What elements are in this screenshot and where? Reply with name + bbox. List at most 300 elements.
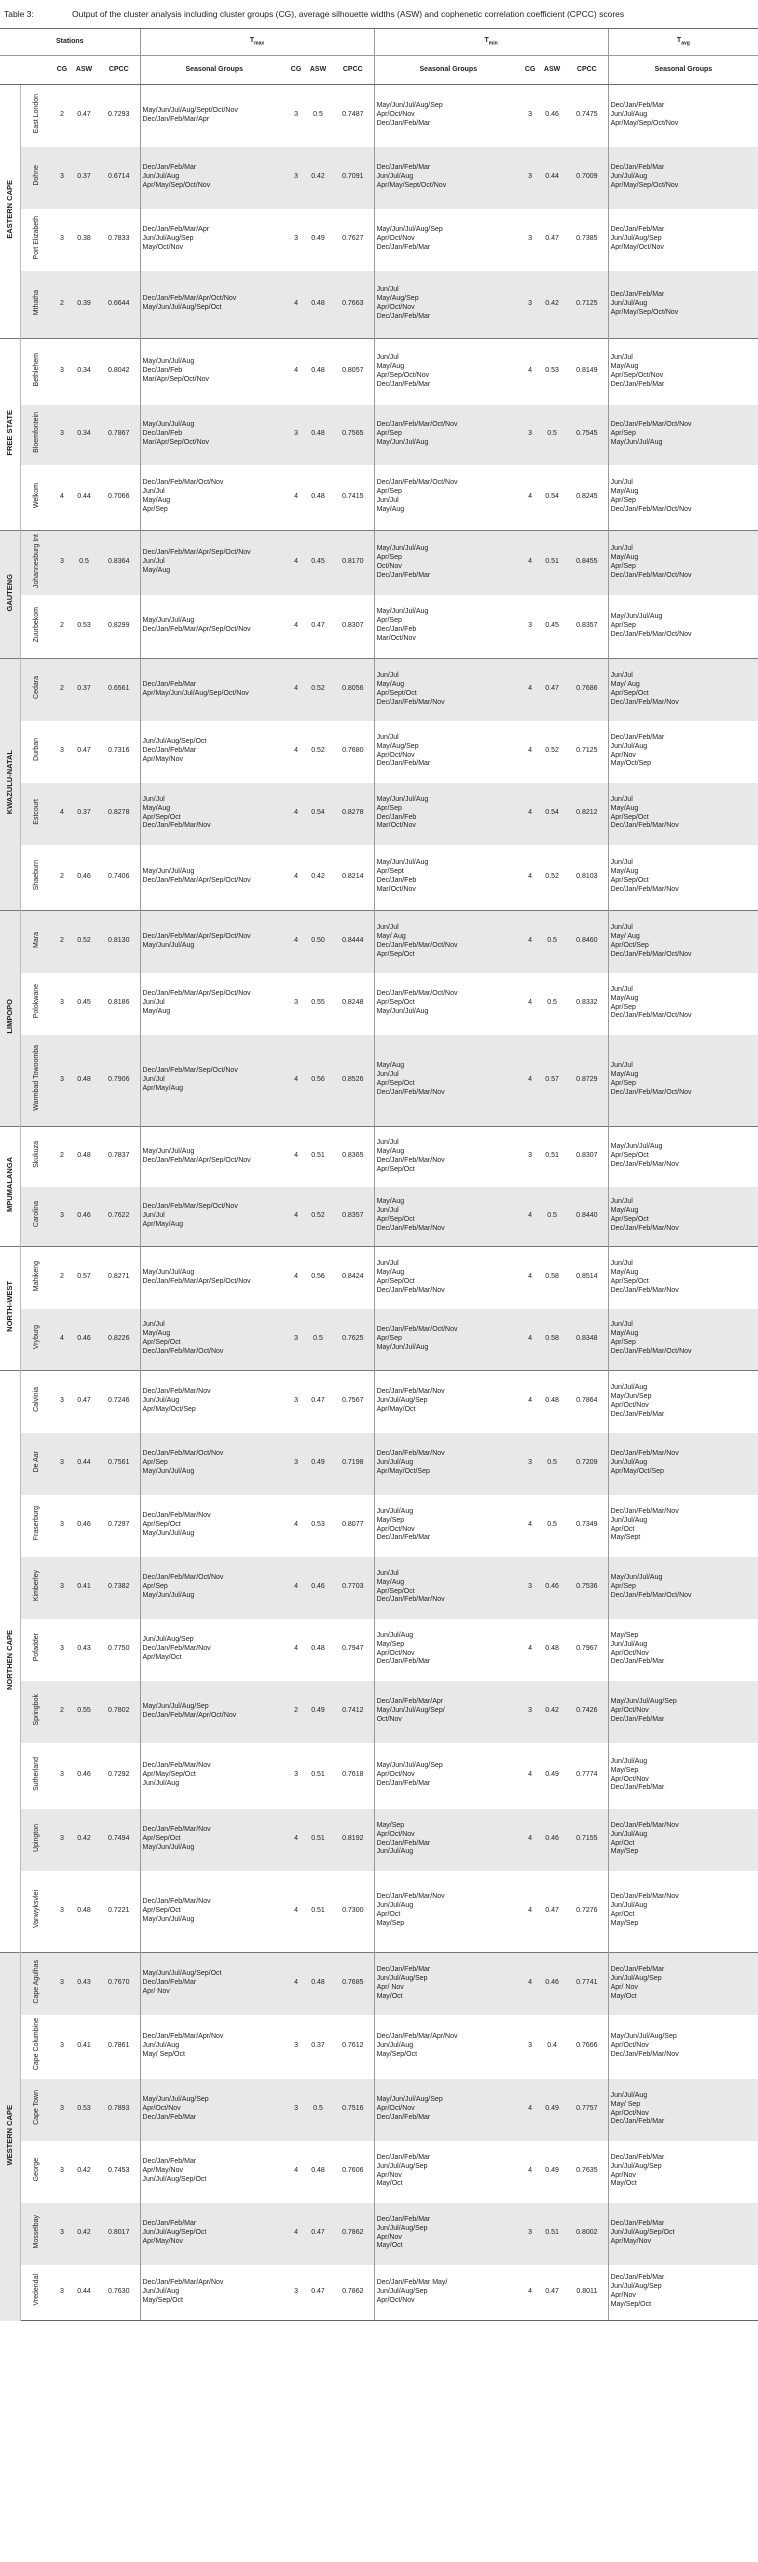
tmax-cg: 3 bbox=[60, 2042, 64, 2050]
station-name: Vanwyksvlei bbox=[32, 1890, 40, 1929]
tmin-seasonal-groups bbox=[374, 1247, 522, 1309]
tmax-cg: 2 bbox=[60, 872, 64, 880]
season-group: Apr/Sep bbox=[376, 617, 402, 625]
station-name: Bethlehem bbox=[20, 339, 54, 405]
tmax-cpcc: 0.7906 bbox=[98, 1035, 140, 1127]
tavg-cpcc: 0.7741 bbox=[566, 1953, 608, 2015]
tavg-asw: 0.47 bbox=[545, 1906, 559, 1914]
tmax-seasonal-groups bbox=[140, 1035, 288, 1127]
tmax-cpcc: 0.7861 bbox=[108, 2042, 130, 2050]
season-group: May/Jun/Jul/Aug bbox=[142, 1268, 195, 1276]
season-group: Dec/Jan/Feb/Mar/Apr/Nov bbox=[142, 2278, 224, 2286]
tmax-cg: 3 bbox=[54, 405, 70, 465]
tmin-asw: 0.47 bbox=[304, 1371, 332, 1433]
season-group: Jun/Jul/Aug bbox=[610, 1830, 648, 1838]
tmin-seasonal-groups bbox=[374, 1127, 522, 1187]
season-group: Jun/Jul bbox=[376, 671, 399, 679]
season-group: Jun/Jul/Aug/Sep bbox=[376, 2287, 428, 2295]
tmin-seasonal-groups bbox=[374, 783, 522, 845]
tmax-cpcc: 0.7453 bbox=[108, 2167, 130, 2175]
tavg-cg: 4 bbox=[522, 1035, 538, 1127]
tmax-cg: 3 bbox=[54, 1433, 70, 1495]
season-group: May/Jun/Jul/Aug bbox=[376, 1007, 429, 1015]
season-group: May/Jun/Jul/Aug/Sep/Oct bbox=[142, 1970, 222, 1978]
season-group: Dec/Jan/Feb/Mar/Nov bbox=[142, 1388, 211, 1396]
season-group: Dec/Jan/Feb/Mar/Nov bbox=[376, 1450, 445, 1458]
tmax-seasonal-groups bbox=[140, 2265, 288, 2321]
tavg-cpcc: 0.7276 bbox=[576, 1906, 598, 1914]
season-group: Jun/Jul/Aug/Sep bbox=[610, 2162, 662, 2170]
tmax-cpcc: 0.7833 bbox=[108, 235, 130, 243]
season-group: Dec/Jan/Feb/Mar bbox=[376, 2113, 431, 2121]
tmin-asw: 0.5 bbox=[304, 2079, 332, 2141]
season-group: Apr/Sep/Oct/Nov bbox=[610, 371, 664, 379]
tmax-asw: 0.44 bbox=[70, 1433, 98, 1495]
tmax-seasonal-groups bbox=[140, 1953, 288, 2015]
tmin-asw: 0.51 bbox=[304, 1127, 332, 1187]
season-group: Apr/Sep/Oct bbox=[142, 1906, 181, 1914]
tmin-asw: 0.42 bbox=[304, 147, 332, 209]
tmax-seasonal-groups bbox=[140, 1681, 288, 1743]
tmax-cg: 3 bbox=[54, 2079, 70, 2141]
tmax-asw: 0.37 bbox=[70, 147, 98, 209]
tavg-cg: 3 bbox=[522, 2203, 538, 2265]
tmin-cpcc: 0.7703 bbox=[332, 1557, 374, 1619]
season-group: Jun/Jul/Aug bbox=[142, 2042, 180, 2050]
tavg-seasonal-groups bbox=[608, 721, 758, 783]
tmin-cpcc: 0.8214 bbox=[342, 872, 364, 880]
season-group: May/Sep bbox=[376, 1516, 405, 1524]
season-group: Dec/Jan/Feb/Mar/Oct/Nov bbox=[376, 941, 458, 949]
tmin-seasonal-groups bbox=[374, 339, 522, 405]
season-group: Jun/Jul/Aug bbox=[142, 1779, 180, 1787]
tmax-cpcc: 0.7066 bbox=[108, 492, 130, 500]
tmax-asw: 0.48 bbox=[70, 1035, 98, 1127]
season-group: Jun/Jul/Aug/Sep bbox=[376, 1397, 428, 1405]
season-group: Apr/May/Nov bbox=[142, 2167, 183, 2175]
tavg-cg: 4 bbox=[528, 492, 533, 500]
tmin-cpcc: 0.7625 bbox=[332, 1309, 374, 1371]
tmin-asw: 0.5 bbox=[304, 1309, 332, 1371]
season-group: Dec/Jan/Feb/Mar bbox=[376, 164, 431, 172]
tmax-asw: 0.55 bbox=[70, 1681, 98, 1743]
tavg-asw: 0.49 bbox=[538, 2079, 566, 2141]
tmax-cg: 2 bbox=[54, 1127, 70, 1187]
tmin-cpcc: 0.7680 bbox=[342, 747, 364, 755]
season-group: Apr/May/Nov bbox=[142, 755, 183, 763]
season-group: May/Jun/Jul/Aug/Sep/Oct bbox=[142, 304, 222, 312]
season-group: Dec/Jan/Feb bbox=[376, 877, 417, 885]
tmax-cg: 3 bbox=[60, 2167, 64, 2175]
season-group: May/ Aug bbox=[376, 932, 406, 940]
season-group: Apr/May/Sep/Oct/Nov bbox=[142, 181, 211, 189]
season-group: May/Oct bbox=[376, 2242, 403, 2250]
tmin-cpcc: 0.7627 bbox=[342, 235, 364, 243]
season-group: Apr/Sep/Oct bbox=[376, 999, 415, 1007]
table-row bbox=[0, 1127, 758, 1187]
season-group: Dec/Jan/Feb/Mar/Nov bbox=[610, 1450, 679, 1458]
tavg-cpcc: 0.7475 bbox=[576, 111, 598, 119]
season-group: Apr/Oct bbox=[610, 1839, 635, 1847]
season-group: May/Jun/Jul/Aug bbox=[610, 1574, 663, 1582]
tmax-cpcc: 0.7750 bbox=[108, 1645, 130, 1653]
tmax-asw: 0.41 bbox=[70, 1557, 98, 1619]
season-group: Apr/Nov bbox=[376, 2233, 402, 2241]
season-group: Apr/Sep/Oct bbox=[376, 1165, 415, 1173]
tmin-asw: 0.37 bbox=[311, 2042, 325, 2050]
season-group: Apr/Sep/Oct bbox=[376, 1216, 415, 1224]
season-group: Apr/Oct/Nov bbox=[376, 751, 415, 759]
tmin-cg: 3 bbox=[288, 405, 304, 465]
tmin-seasonal-groups bbox=[374, 1871, 522, 1953]
table-row bbox=[0, 1743, 758, 1809]
tmin-cg: 3 bbox=[294, 235, 298, 243]
season-group: May/Jun/Jul/Aug/Sep bbox=[376, 2096, 443, 2104]
tmin-asw: 0.48 bbox=[304, 271, 332, 339]
tmin-seasonal-groups bbox=[374, 721, 522, 783]
tmax-asw: 0.46 bbox=[70, 1187, 98, 1247]
tmin-asw: 0.53 bbox=[311, 1521, 325, 1529]
season-group: Dec/Jan/Feb/Mar/Apr/Sep/Oct/Nov bbox=[142, 1277, 251, 1285]
tavg-asw: 0.46 bbox=[545, 111, 559, 119]
tmin-cg: 4 bbox=[294, 1906, 298, 1914]
cg-header: CG bbox=[54, 56, 70, 85]
tmin-seasonal-groups bbox=[374, 531, 522, 595]
tmin-cpcc: 0.8057 bbox=[332, 339, 374, 405]
province-label: WESTERN CAPE bbox=[0, 1953, 20, 2321]
season-group: Dec/Jan/Feb/Mar bbox=[376, 571, 431, 579]
season-group: Dec/Jan/Feb/Mar bbox=[142, 2113, 197, 2121]
tavg-asw: 0.57 bbox=[538, 1035, 566, 1127]
tmax-cpcc: 0.7837 bbox=[98, 1127, 140, 1187]
tavg-seasonal-groups bbox=[608, 783, 758, 845]
station-name: Shaeburn bbox=[32, 860, 40, 891]
tmin-asw: 0.46 bbox=[304, 1557, 332, 1619]
season-group: Apr/Sep/Oct bbox=[610, 689, 649, 697]
season-group: Dec/Jan/Feb/Mar/Apr/Nov bbox=[376, 2033, 458, 2041]
tmin-seasonal-groups bbox=[374, 911, 522, 973]
tavg-cg: 4 bbox=[528, 1645, 533, 1653]
station-name: Johannesburg Int bbox=[20, 531, 54, 595]
season-group: May/Oct bbox=[610, 1992, 637, 2000]
season-group: Apr/May/Oct/Nov bbox=[610, 243, 664, 251]
tmin-cpcc: 0.7612 bbox=[342, 2042, 364, 2050]
season-group: Apr/Sep bbox=[610, 1003, 636, 1011]
season-group: Dec/Jan/Feb/Mar bbox=[610, 1715, 665, 1723]
season-group: Dec/Jan/Feb/Mar/Apr/Sep/Oct/Nov bbox=[142, 549, 251, 557]
table-row bbox=[0, 1309, 758, 1371]
tavg-cg: 3 bbox=[528, 111, 533, 119]
season-group: May/Aug/Sep bbox=[376, 742, 419, 750]
table-row bbox=[0, 531, 758, 595]
tmax-cpcc: 0.7221 bbox=[108, 1906, 130, 1914]
season-group: Dec/Jan/Feb/Mar bbox=[610, 2274, 665, 2282]
season-group: Dec/Jan/Feb/Mar/Oct/Nov bbox=[142, 1574, 224, 1582]
season-group: May/Jun/Jul/Aug bbox=[142, 617, 195, 625]
season-group: May/Sep bbox=[610, 1631, 639, 1639]
season-group: Dec/Jan/Feb/Mar bbox=[376, 2215, 431, 2223]
tmax-seasonal-groups bbox=[140, 1743, 288, 1809]
tmax-asw: 0.44 bbox=[70, 2265, 98, 2321]
station-name: Skukuza bbox=[20, 1127, 54, 1187]
tmin-seasonal-groups bbox=[374, 845, 522, 911]
tmax-seasonal-groups bbox=[140, 1309, 288, 1371]
season-group: May/Jun/Jul/Aug/Sept/Oct/Nov bbox=[142, 106, 238, 114]
tmax-seasonal-groups bbox=[140, 147, 288, 209]
season-group: Jun/Jul bbox=[376, 1207, 399, 1215]
season-group: May/Jun/Jul/Aug bbox=[142, 1591, 195, 1599]
station-name: Mthatha bbox=[20, 271, 54, 339]
tmin-cpcc: 0.7412 bbox=[332, 1681, 374, 1743]
season-group: Dec/Jan/Feb/Mar/Nov bbox=[610, 698, 679, 706]
season-group: May/ Aug bbox=[610, 680, 640, 688]
season-group: Jun/Jul bbox=[610, 1259, 633, 1267]
season-group: Jun/Jul bbox=[376, 1259, 399, 1267]
tmax-seasonal-groups bbox=[140, 659, 288, 721]
season-group: May/Aug bbox=[142, 1330, 171, 1338]
season-group: Mar/Apr/Sep/Oct/Nov bbox=[142, 438, 210, 446]
season-group: Dec/Jan/Feb/Mar/Oct/Nov bbox=[142, 1450, 224, 1458]
tavg-seasonal-groups bbox=[608, 2265, 758, 2321]
season-group: Dec/Jan/Feb/Mar bbox=[610, 733, 665, 741]
tmax-cg: 4 bbox=[54, 783, 70, 845]
tmin-cg: 4 bbox=[288, 1809, 304, 1871]
season-group: Dec/Jan/Feb/Mar/Apr/Oct/Nov bbox=[142, 1711, 237, 1719]
season-group: Apr/Oct/Nov bbox=[376, 1649, 415, 1657]
season-group: Dec/Jan/Feb/Mar bbox=[142, 680, 197, 688]
season-group: Dec/Jan/Feb/Mar/Nov bbox=[376, 1225, 445, 1233]
tavg-asw: 0.42 bbox=[538, 271, 566, 339]
tavg-cpcc: 0.7774 bbox=[576, 1771, 598, 1779]
season-group: May/Jun/Jul/Aug bbox=[376, 608, 429, 616]
tavg-asw: 0.54 bbox=[538, 783, 566, 845]
tmin-cg: 4 bbox=[288, 531, 304, 595]
tmax-cg: 3 bbox=[54, 2203, 70, 2265]
tavg-cg: 3 bbox=[522, 1127, 538, 1187]
tmin-cg: 3 bbox=[294, 111, 298, 119]
tavg-cg: 4 bbox=[528, 1771, 533, 1779]
tavg-cg: 4 bbox=[522, 2079, 538, 2141]
season-group: Apr/Nov bbox=[610, 2292, 636, 2300]
seasonal-header: Seasonal Groups bbox=[140, 56, 288, 85]
season-group: Jun/Jul/Aug bbox=[610, 1383, 648, 1391]
season-group: Dec/Jan/Feb/Mar/Oct/Nov bbox=[610, 1348, 692, 1356]
season-group: Dec/Jan/Feb/Mar bbox=[142, 2220, 197, 2228]
season-group: Apr/Sep bbox=[610, 621, 636, 629]
tavg-cg: 4 bbox=[522, 339, 538, 405]
tavg-cpcc: 0.8307 bbox=[566, 1127, 608, 1187]
season-group: Dec/Jan/Feb/Mar bbox=[142, 1979, 197, 1987]
season-group: Dec/Jan/Feb/Mar/Nov bbox=[610, 1507, 679, 1515]
tmin-cpcc: 0.8170 bbox=[332, 531, 374, 595]
season-group: Jun/Jul/Aug/Sep bbox=[610, 2283, 662, 2291]
tmax-cg: 4 bbox=[54, 1309, 70, 1371]
tmin-seasonal-groups bbox=[374, 2079, 522, 2141]
table-row bbox=[0, 465, 758, 531]
season-group: Apr/Sep bbox=[610, 497, 636, 505]
tmin-cg: 4 bbox=[294, 1645, 298, 1653]
season-group: May/Sep bbox=[610, 1848, 639, 1856]
tavg-asw: 0.49 bbox=[545, 1771, 559, 1779]
tmin-seasonal-groups bbox=[374, 209, 522, 271]
table-row bbox=[0, 1871, 758, 1953]
tavg-seasonal-groups bbox=[608, 339, 758, 405]
seasonal-header: Seasonal Groups bbox=[608, 56, 758, 85]
tmin-cg: 3 bbox=[288, 1433, 304, 1495]
season-group: Apr/May/Oct bbox=[376, 1406, 416, 1414]
tmin-asw: 0.51 bbox=[304, 1809, 332, 1871]
tmin-asw: 0.48 bbox=[304, 405, 332, 465]
tavg-asw: 0.5 bbox=[538, 1187, 566, 1247]
tmin-seasonal-groups bbox=[374, 2203, 522, 2265]
tmax-seasonal-groups bbox=[140, 209, 288, 271]
tmax-asw: 0.48 bbox=[70, 1127, 98, 1187]
tavg-cpcc: 0.8348 bbox=[566, 1309, 608, 1371]
tmin-asw: 0.52 bbox=[304, 659, 332, 721]
season-group: May/Aug bbox=[376, 362, 405, 370]
tavg-cg: 3 bbox=[528, 2042, 533, 2050]
table-caption bbox=[0, 0, 758, 28]
season-group: Dec/Jan/Feb/Mar bbox=[376, 1534, 431, 1542]
tmax-cpcc: 0.8017 bbox=[98, 2203, 140, 2265]
season-group: Dec/Jan/Feb/Mar bbox=[142, 747, 197, 755]
season-group: Apr/May/Aug bbox=[142, 1084, 183, 1092]
season-group: Jun/Jul/Aug bbox=[610, 1459, 648, 1467]
season-group: May/Aug bbox=[610, 488, 639, 496]
tmin-cg: 4 bbox=[294, 872, 298, 880]
season-group: May/Jun/Jul/Aug/Sep bbox=[142, 1702, 209, 1710]
tavg-seasonal-groups bbox=[608, 1871, 758, 1953]
season-group: Apr/Sep/Oct bbox=[376, 950, 415, 958]
season-group: Dec/Jan/Feb/Mar/Sep/Oct/Nov bbox=[142, 1202, 238, 1210]
season-group: Dec/Jan/Feb/Mar bbox=[610, 290, 665, 298]
tavg-asw: 0.52 bbox=[545, 747, 559, 755]
tmax-cpcc: 0.6714 bbox=[98, 147, 140, 209]
season-group: Apr/Sep/Oct bbox=[142, 1339, 181, 1347]
tmin-seasonal-groups bbox=[374, 1309, 522, 1371]
season-group: Dec/Jan/Feb/Mar/Nov bbox=[142, 1512, 211, 1520]
tmax-cpcc: 0.7622 bbox=[98, 1187, 140, 1247]
tavg-seasonal-groups bbox=[608, 209, 758, 271]
season-group: May/Aug bbox=[610, 868, 639, 876]
tavg-seasonal-groups bbox=[608, 147, 758, 209]
season-group: Apr/Sep/Oct bbox=[610, 877, 649, 885]
tavg-cg: 4 bbox=[522, 1309, 538, 1371]
season-group: Dec/Jan/Feb/Mar bbox=[142, 2158, 197, 2166]
tmin-seasonal-groups bbox=[374, 659, 522, 721]
tavg-asw: 0.5 bbox=[538, 1433, 566, 1495]
season-group: Jun/Jul bbox=[610, 544, 633, 552]
season-group: Dec/Jan/Feb bbox=[142, 367, 183, 375]
table-row bbox=[0, 271, 758, 339]
season-group: Jun/Jul bbox=[142, 488, 165, 496]
tmin-seasonal-groups bbox=[374, 1035, 522, 1127]
tavg-cpcc: 0.7967 bbox=[576, 1645, 598, 1653]
tmin-cg: 4 bbox=[288, 1557, 304, 1619]
season-group: May/Sep bbox=[376, 1821, 405, 1829]
tmax-cpcc: 0.7316 bbox=[108, 747, 130, 755]
tmin-cpcc: 0.7618 bbox=[342, 1771, 364, 1779]
tavg-seasonal-groups bbox=[608, 1809, 758, 1871]
tavg-cg: 4 bbox=[528, 747, 533, 755]
station-name: Springbok bbox=[20, 1681, 54, 1743]
tavg-asw: 0.51 bbox=[538, 2203, 566, 2265]
season-group: Apr/Sep/Oct bbox=[142, 1521, 181, 1529]
season-group: May/Jun/Jul/Aug bbox=[142, 358, 195, 366]
season-group: Jun/Jul bbox=[376, 497, 399, 505]
tmax-cpcc: 0.7246 bbox=[98, 1371, 140, 1433]
tmax-cg: 3 bbox=[54, 1035, 70, 1127]
season-group: May/Jun/Jul/Aug/Sep bbox=[376, 1762, 443, 1770]
season-group: Dec/Jan/Feb/Mar/Nov bbox=[376, 698, 445, 706]
cluster-table bbox=[0, 28, 758, 2321]
tavg-cpcc: 0.8514 bbox=[566, 1247, 608, 1309]
tavg-cpcc: 0.7385 bbox=[576, 235, 598, 243]
season-group: Apr/Oct/Nov bbox=[610, 2109, 649, 2117]
tavg-cpcc: 0.8245 bbox=[576, 492, 598, 500]
table-row bbox=[0, 339, 758, 405]
season-group: Mar/Oct/Nov bbox=[376, 822, 416, 830]
season-group: Jun/Jul/Aug/Sep/Oct bbox=[142, 2175, 207, 2183]
tavg-cpcc: 0.8002 bbox=[566, 2203, 608, 2265]
tmin-asw: 0.47 bbox=[311, 621, 325, 629]
stations-header: Stations bbox=[0, 29, 140, 56]
season-group: May/Oct/Sep bbox=[610, 760, 652, 768]
tmin-asw: 0.54 bbox=[304, 783, 332, 845]
province-label: EASTERN CAPE bbox=[0, 85, 20, 339]
tmin-cg: 3 bbox=[288, 2265, 304, 2321]
station-name: Carolina bbox=[20, 1187, 54, 1247]
tmax-seasonal-groups bbox=[140, 85, 288, 147]
season-group: Apr/Sept bbox=[376, 868, 404, 876]
tmin-cg: 4 bbox=[294, 621, 298, 629]
season-group: Apr/Sep/Oct bbox=[142, 1835, 181, 1843]
tmin-cg: 3 bbox=[288, 1371, 304, 1433]
province-label: FREE STATE bbox=[0, 339, 20, 531]
tmax-seasonal-groups bbox=[140, 1809, 288, 1871]
season-group: Dec/Jan/Feb/Mar/Nov bbox=[610, 1161, 679, 1169]
season-group: Dec/Jan/Feb/Mar/Oct/Nov bbox=[610, 571, 692, 579]
season-group: Apr/Oct/Nov bbox=[376, 1830, 415, 1838]
table-row bbox=[0, 405, 758, 465]
season-group: Jun/Jul bbox=[376, 1071, 399, 1079]
season-group: Apr/Oct/Nov bbox=[376, 2105, 415, 2113]
table-row bbox=[0, 973, 758, 1035]
season-group: Apr/Sep bbox=[610, 430, 636, 438]
tmin-asw: 0.49 bbox=[304, 1681, 332, 1743]
tmin-cpcc: 0.7685 bbox=[332, 1953, 374, 2015]
tmin-seasonal-groups bbox=[374, 271, 522, 339]
tmax-asw: 0.45 bbox=[77, 999, 91, 1007]
tavg-asw: 0.51 bbox=[538, 531, 566, 595]
tmax-cpcc: 0.7297 bbox=[108, 1521, 130, 1529]
tmax-cg: 2 bbox=[54, 271, 70, 339]
tavg-cg: 4 bbox=[522, 531, 538, 595]
tavg-asw: 0.44 bbox=[538, 147, 566, 209]
season-group: Dec/Jan/Feb/Mar bbox=[610, 1410, 665, 1418]
season-group: May/ Sep/Oct bbox=[142, 2050, 185, 2058]
tmax-cg: 3 bbox=[60, 1906, 64, 1914]
tavg-asw: 0.52 bbox=[545, 872, 559, 880]
tavg-cpcc: 0.7545 bbox=[566, 405, 608, 465]
province-label: NORTH-WEST bbox=[0, 1247, 20, 1371]
season-group: May/Aug bbox=[376, 506, 405, 514]
tmin-cpcc: 0.8526 bbox=[332, 1035, 374, 1127]
tmin-cg: 4 bbox=[288, 2203, 304, 2265]
tavg-seasonal-groups bbox=[608, 465, 758, 531]
asw-header: ASW bbox=[538, 56, 566, 85]
season-group: Apr/May/Sep/Oct/Nov bbox=[610, 120, 679, 128]
